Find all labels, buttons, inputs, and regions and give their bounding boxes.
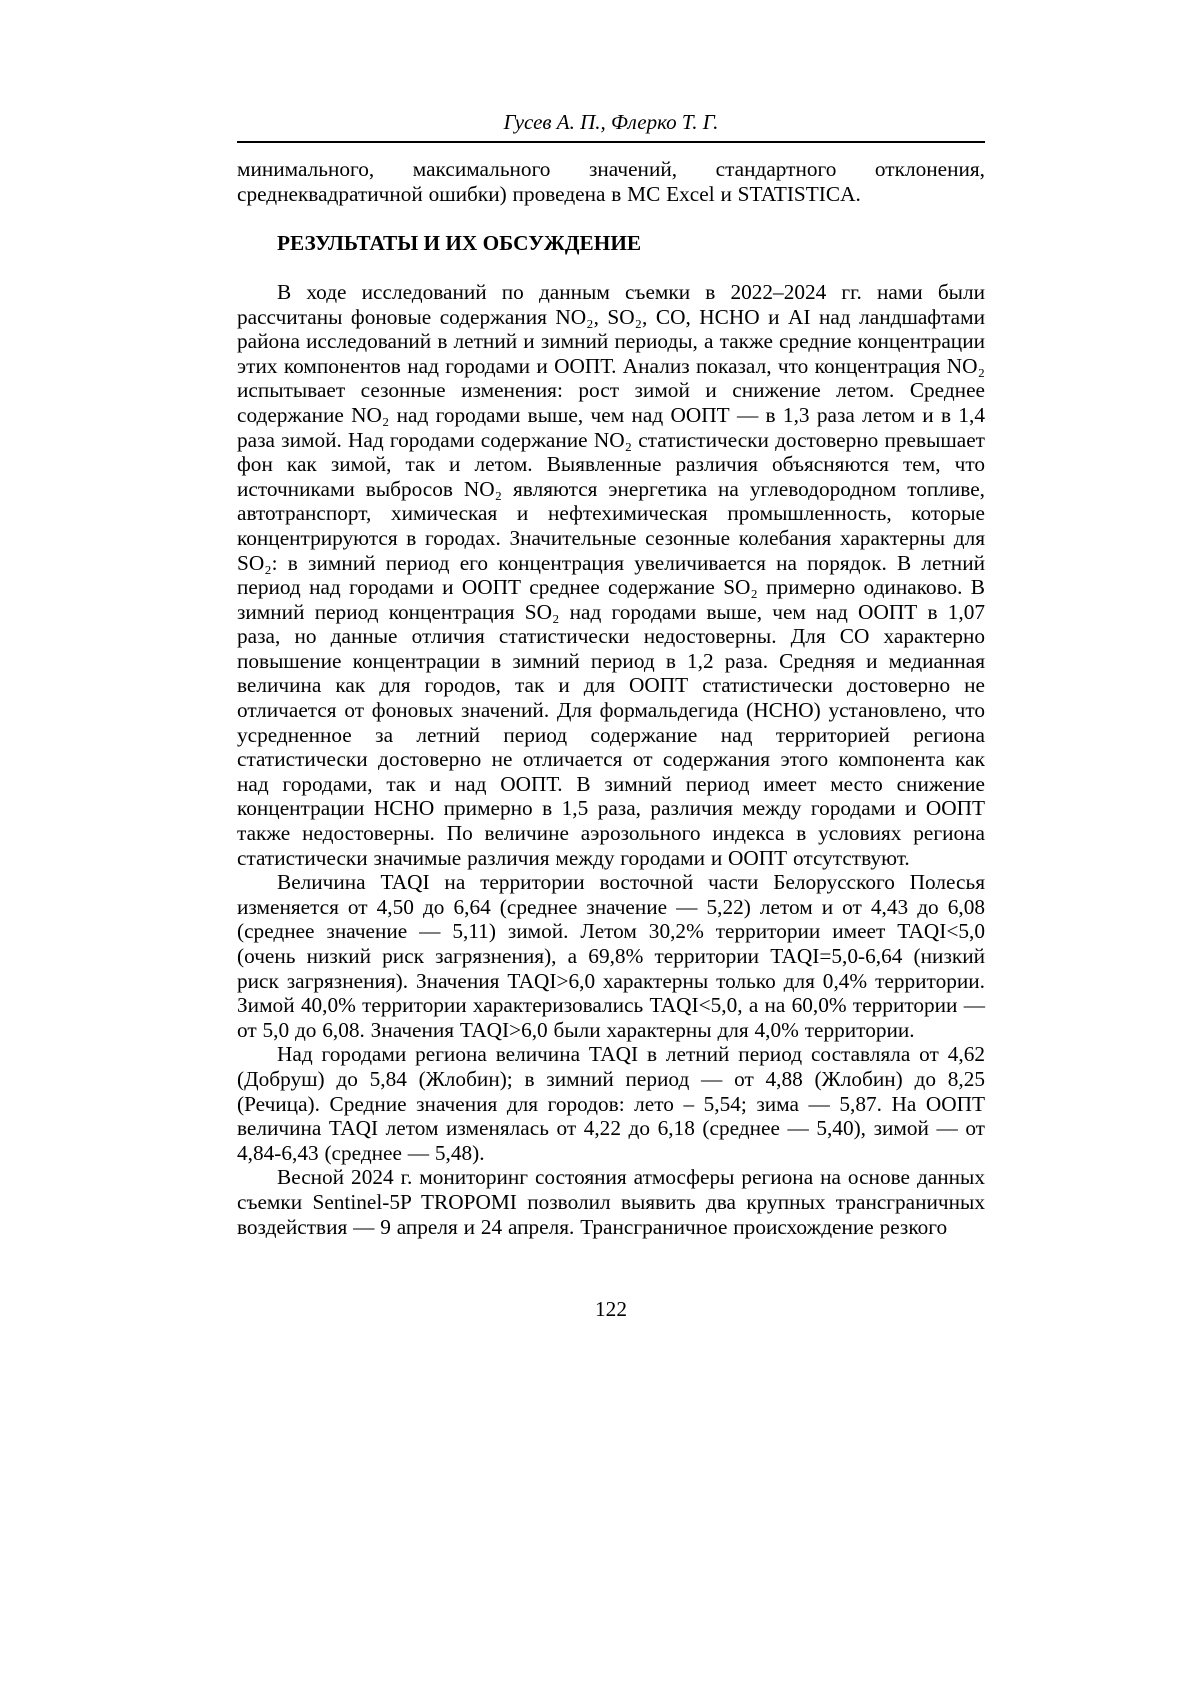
section-heading: РЕЗУЛЬТАТЫ И ИХ ОБСУЖДЕНИЕ	[277, 230, 642, 255]
page-number: 122	[595, 1297, 627, 1322]
paragraph-methods-continuation: минимального, максимального значений, стандартного отклонения, среднеквадратичной ошибки) проведена в MC Excel и STATISTICA.	[237, 157, 985, 206]
paragraph-monitoring-spring-2024: Весной 2024 г. мониторинг состояния атмосферы региона на основе данных съемки Sentinel-5P TROPOMI позволил выявить два крупных трансграничных воздействия — 9 апреля и 24 апреля. Трансграничное происхождение резкого	[237, 1165, 985, 1239]
text-column	[237, 110, 985, 1322]
paragraph-taqi-territory: Величина TAQI на территории восточной части Белорусского Полесья изменяется от 4,50 до 6,64 (среднее значение — 5,22) летом и от 4,43 до 6,08 (среднее значение — 5,11) зимой. Летом 30,2% территории имеет TAQI<5,0 (очень низкий риск загрязнения), а 69,8% территории TAQI=5,0-6,64 (низкий риск загрязнения). Значения TAQI>6,0 характерны только для 0,4% территории. Зимой 40,0% территории характеризовались TAQI<5,0, а на 60,0% территории — от 5,0 до 6,08. Значения TAQI>6,0 были характерны для 4,0% территории.	[237, 870, 985, 1042]
running-head-authors: Гусев А. П., Флерко Т. Г.	[503, 110, 719, 134]
paragraph-taqi-cities: Над городами региона величина TAQI в летний период составляла от 4,62 (Добруш) до 5,84 (Жлобин); в зимний период — от 4,88 (Жлобин) до 8,25 (Речица). Средние значения для городов: лето – 5,54; зима — 5,87. На ООПТ величина TAQI летом изменялась от 4,22 до 6,18 (среднее — 5,40), зимой — от 4,84-6,43 (среднее — 5,48).	[237, 1042, 985, 1165]
paragraph-results-concentrations: В ходе исследований по данным съемки в 2022–2024 гг. нами были рассчитаны фоновые содержания NO₂, SO₂, CO, HCHO и AI над ландшафтами района исследований в летний и зимний периоды, а также средние концентрации этих компонентов над городами и ООПТ. Анализ показал, что концентрация NO₂ испытывает сезонные изменения: рост зимой и снижение летом. Среднее содержание NO₂ над городами выше, чем над ООПТ — в 1,3 раза летом и в 1,4 раза зимой. Над городами содержание NO₂ статистически достоверно превышает фон как зимой, так и летом. Выявленные различия объясняются тем, что источниками выбросов NO₂ являются энергетика на углеводородном топливе, автотранспорт, химическая и нефтехимическая промышленность, которые концентрируются в городах. Значительные сезонные колебания характерны для SO₂: в зимний период его концентрация увеличивается на порядок. В летний период над городами и ООПТ среднее содержание SO₂ примерно одинаково. В зимний период концентрация SO₂ над городами выше, чем над ООПТ в 1,07 раза, но данные отличия статистически недостоверны. Для CO характерно повышение концентрации в зимний период в 1,2 раза. Средняя и медианная величина как для городов, так и для ООПТ статистически достоверно не отличается от фоновых значений. Для формальдегида (HCHO) установлено, что усредненное за летний период содержание над территорией региона статистически достоверно не отличается от содержания этого компонента как над городами, так и над ООПТ. В зимний период имеет место снижение концентрации HCHO примерно в 1,5 раза, различия между городами и ООПТ также недостоверны. По величине аэрозольного индекса в условиях региона статистически значимые различия между городами и ООПТ отсутствуют.	[237, 279, 985, 870]
running-head	[237, 110, 985, 143]
